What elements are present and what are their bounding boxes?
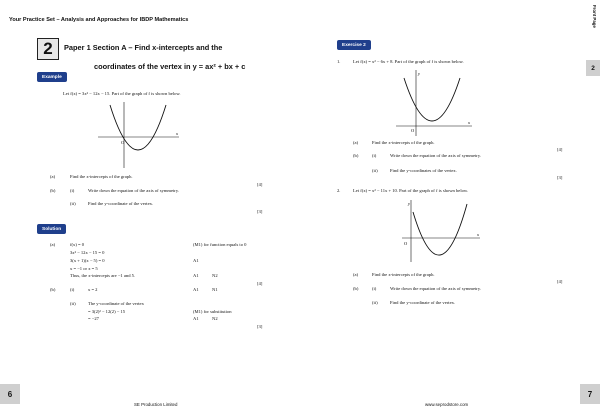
q2-part-a-mark: [4] [557,279,563,284]
example-part-a-text: Find the x-intercepts of the graph. [70,174,133,179]
solution-a-line-2-text: 3(x + 1)(x − 5) = 0 [70,258,105,263]
q1-part-b-label: (b) [353,153,359,158]
solution-b-ii-line-0-text: The y-coordinate of the vertex [88,301,144,306]
q1-graph-curve [404,78,460,121]
exercise-label: Exercise 2 [337,40,371,50]
solution-part-b-ii-label: (ii) [70,301,76,306]
q1-graph-origin: O [411,128,415,133]
q2-graph-x-label: x [477,232,479,237]
q2-graph-origin: O [404,241,408,246]
q2-number: 2. [337,188,341,193]
solution-a-line-0-text: f(x) = 0 [70,242,85,247]
example-part-b-i-label: (i) [70,188,75,193]
q1-number: 1. [337,59,341,64]
example-graph [96,100,181,170]
q1-part-b-ii-text: Find the y-coordinates of the vertex. [390,168,457,173]
q2-graph [400,198,482,264]
example-graph-origin: O [121,140,125,145]
solution-part-a-mark: [4] [257,281,263,286]
front-page-label: Front Page [592,5,597,28]
book-title: Your Practice Set – Analysis and Approaches for IBDP Mathematics [9,17,189,23]
q2-intro: Let f(x) = x² − 11x + 10. Part of the graph of f is shown below. [353,188,469,193]
solution-b-ii-line-1-text: = 3(2)² − 12(2) − 15 [88,309,126,314]
solution-part-b-i-code: N1 [212,287,218,292]
q2-part-a-text: Find the x-intercepts of the graph. [372,272,435,277]
chapter-number-box: 2 [37,38,59,60]
q2-part-a-label: (a) [353,272,359,277]
solution-b-ii-line-2-mark: A1 [193,316,199,321]
example-part-b-label: (b) [50,188,56,193]
q2-part-b-ii-label: (ii) [372,300,378,305]
q1-intro: Let f(x) = x² − 6x + 8. Part of the graph of f is shown below. [353,59,464,64]
q2-part-b-ii-text: Find the y-coordinate of the vertex. [390,300,456,305]
chapter-title [64,38,245,76]
solution-b-ii-line-1-mark: (M1) for substitution [193,309,232,314]
solution-a-line-4-code: N2 [212,273,218,278]
publisher-website: www.seprodstore.com [425,402,469,407]
example-part-a-label: (a) [50,174,56,179]
right-page-number: 7 [580,384,600,404]
solution-label: Solution [37,224,66,234]
example-part-b-ii-text: Find the y-coordinate of the vertex. [88,201,154,206]
example-part-b-ii-label: (ii) [70,201,76,206]
q1-part-b-i-label: (i) [372,153,377,158]
q1-graph [394,68,474,138]
solution-a-line-3-text: x = −1 or x = 5 [70,266,98,271]
q1-part-b-mark: [3] [557,175,563,180]
example-graph-x-label: x [176,131,178,136]
solution-b-ii-line-2-code: N2 [212,316,218,321]
solution-part-a-label: (a) [50,242,56,247]
example-graph-curve [110,105,166,150]
solution-a-line-0-mark: (M1) for function equals to 0 [193,242,247,247]
solution-part-b-label: (b) [50,287,56,292]
solution-a-line-2-mark: A1 [193,258,199,263]
chapter-title-line2: coordinates of the vertex in y = ax² + bx + c [94,62,246,71]
q1-part-a-mark: [4] [557,147,563,152]
chapter-title-line1: Paper 1 Section A – Find x-intercepts and the [64,43,223,52]
q2-part-b-i-text: Write down the equation of the axis of symmetry. [390,286,481,291]
solution-a-line-4-text: Thus, the x-intercepts are −1 and 5. [70,273,136,278]
q2-part-b-label: (b) [353,286,359,291]
q2-graph-y-label: y [408,201,410,206]
solution-part-b-i-label: (i) [70,287,75,292]
solution-part-b-i-text: x = 2 [88,287,98,292]
left-page-number: 6 [0,384,20,404]
solution-a-line-4-mark: A1 [193,273,199,278]
q1-graph-y-label: y [418,71,420,76]
solution-part-b-mark: [3] [257,324,263,329]
example-part-b-mark: [3] [257,209,263,214]
q1-part-b-i-text: Write down the equation of the axis of symmetry. [390,153,481,158]
q1-part-a-label: (a) [353,140,359,145]
chapter-side-tab: 2 [586,60,600,76]
q1-part-b-ii-label: (ii) [372,168,378,173]
q2-graph-curve [413,204,467,255]
q2-part-b-i-label: (i) [372,286,377,291]
solution-a-line-1-text: 3x² − 12x − 15 = 0 [70,250,105,255]
publisher-name: SE Production Limited [134,402,178,407]
q1-graph-x-label: x [468,120,470,125]
example-label: Example [37,72,67,82]
q1-part-a-text: Find the x-intercepts of the graph. [372,140,435,145]
solution-b-ii-line-2-text: = −27 [88,316,99,321]
example-part-a-mark: [4] [257,182,263,187]
solution-part-b-i-mark: A1 [193,287,199,292]
example-part-b-i-text: Write down the equation of the axis of symmetry. [88,188,179,193]
example-intro: Let f(x) = 3x² − 12x − 15. Part of the graph of f is shown below. [63,91,181,96]
